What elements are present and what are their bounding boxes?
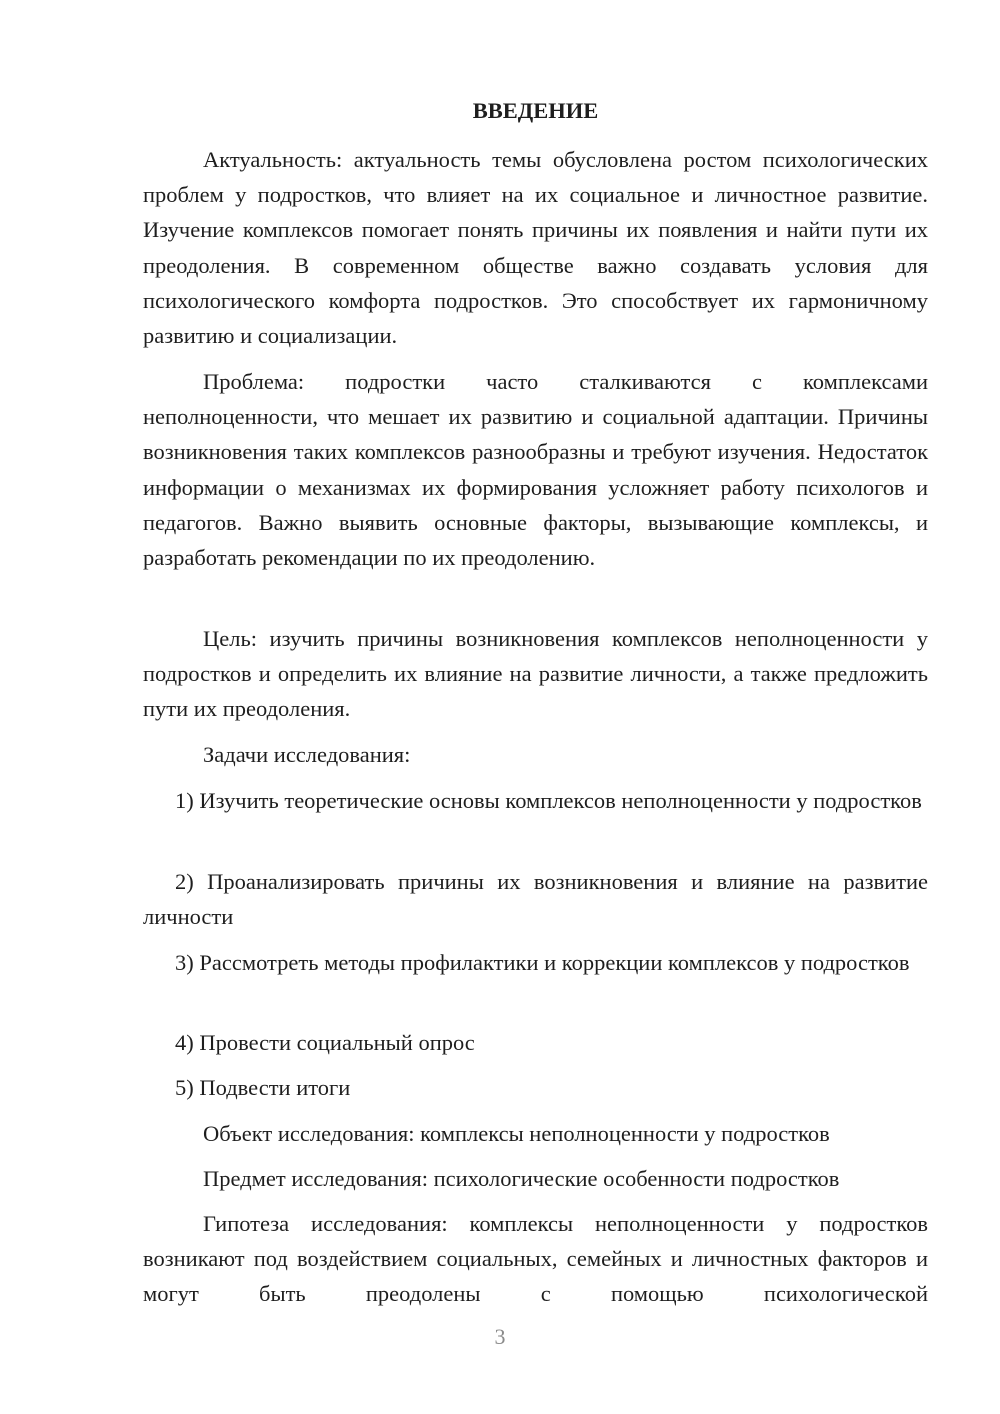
task-item: 4) Провести социальный опрос [175,1030,475,1055]
paragraph-relevance-block [143,142,928,353]
section-heading: ВВЕДЕНИЕ [472,98,599,123]
hypothesis-block [143,1206,928,1312]
task-4-block [143,1025,928,1060]
research-object: Объект исследования: комплексы неполноценности у подростков [203,1121,830,1146]
paragraph-problem: Проблема: подростки часто сталкиваются с комплексами неполноценности, что мешает их развитию и социальной адаптации. Причины возникновения таких комплексов разнообразны и требуют изучения. Недостаток информации о механизмах их формирования усложняет работу психологов и педагогов. Важно выявить основные факторы, вызывающие комплексы, и разработать рекомендации по их преодолению. [143,369,928,571]
task-5-block [143,1070,928,1105]
paragraph-relevance: Актуальность: актуальность темы обусловлена ростом психологических проблем у подростков, что влияет на их социальное и личностное развитие. Изучение комплексов помогает понять причины их появления и найти пути их преодоления. В современном обществе важно создавать условия для психологического комфорта подростков. Это способствует их гармоничному развитию и социализации. [143,147,928,349]
paragraph-goal: Цель: изучить причины возникновения комплексов неполноценности у подростков и определить их влияние на развитие личности, а также предложить пути их преодоления. [143,626,928,722]
tasks-heading: Задачи исследования: [203,742,411,767]
research-hypothesis: Гипотеза исследования: комплексы неполноценности у подростков возникают под воздействием социальных, семейных и личностных факторов и могут быть преодолены с помощью психологической [143,1211,928,1307]
research-subject: Предмет исследования: психологические особенности подростков [203,1166,840,1191]
task-item: 5) Подвести итоги [175,1075,351,1100]
task-3-block [143,945,928,980]
task-2-block [143,864,928,934]
task-1-block [143,783,928,818]
paragraph-goal-block [143,621,928,727]
paragraph-problem-block [143,364,928,575]
tasks-heading-block [143,737,928,772]
object-block [143,1116,928,1151]
subject-block [143,1161,928,1196]
task-item: 3) Рассмотреть методы профилактики и коррекции комплексов у подростков [175,950,910,975]
task-item: 2) Проанализировать причины их возникновения и влияние на развитие личности [143,869,928,929]
task-item: 1) Изучить теоретические основы комплексов неполноценности у подростков [175,788,922,813]
page-number: 3 [494,1324,506,1349]
